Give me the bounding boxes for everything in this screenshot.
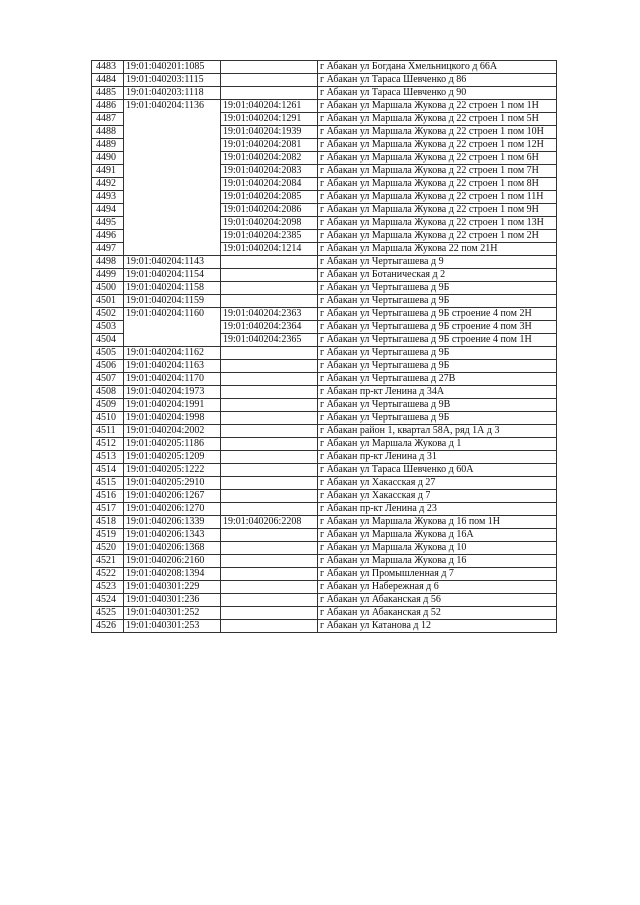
address-cell: г Абакан ул Чертыгашева д 9Б bbox=[318, 347, 557, 360]
sub-object-cadastral-cell bbox=[221, 269, 318, 282]
address-cell: г Абакан ул Маршала Жукова д 16А bbox=[318, 529, 557, 542]
address-cell: г Абакан ул Набережная д 6 bbox=[318, 581, 557, 594]
address-cell: г Абакан ул Чертыгашева д 9Б строение 4 пом 1Н bbox=[318, 334, 557, 347]
cadastral-number-cell: 19:01:040204:1991 bbox=[124, 399, 221, 412]
row-number-cell: 4483 bbox=[92, 61, 124, 74]
sub-object-cadastral-cell bbox=[221, 490, 318, 503]
table-row bbox=[92, 74, 557, 87]
cadastral-number-cell: 19:01:040205:2910 bbox=[124, 477, 221, 490]
address-cell: г Абакан пр-кт Ленина д 23 bbox=[318, 503, 557, 516]
row-number-cell: 4521 bbox=[92, 555, 124, 568]
sub-object-cadastral-cell bbox=[221, 256, 318, 269]
cadastral-number-cell: 19:01:040203:1118 bbox=[124, 87, 221, 100]
address-cell: г Абакан ул Абаканская д 56 bbox=[318, 594, 557, 607]
sub-object-cadastral-cell bbox=[221, 607, 318, 620]
row-number-cell: 4498 bbox=[92, 256, 124, 269]
table-row bbox=[92, 581, 557, 594]
table-row bbox=[92, 451, 557, 464]
table-row bbox=[92, 555, 557, 568]
table-row bbox=[92, 308, 557, 321]
address-cell: г Абакан ул Тараса Шевченко д 60А bbox=[318, 464, 557, 477]
address-cell: г Абакан ул Чертыгашева д 9Б строение 4 пом 3Н bbox=[318, 321, 557, 334]
row-number-cell: 4510 bbox=[92, 412, 124, 425]
sub-object-cadastral-cell bbox=[221, 503, 318, 516]
sub-object-cadastral-cell bbox=[221, 594, 318, 607]
row-number-cell: 4522 bbox=[92, 568, 124, 581]
address-cell: г Абакан ул Маршала Жукова д 10 bbox=[318, 542, 557, 555]
table-row bbox=[92, 477, 557, 490]
cadastral-number-cell: 19:01:040204:1158 bbox=[124, 282, 221, 295]
address-cell: г Абакан ул Маршала Жукова 22 пом 21Н bbox=[318, 243, 557, 256]
address-cell: г Абакан ул Чертыгашева д 9Б bbox=[318, 282, 557, 295]
row-number-cell: 4495 bbox=[92, 217, 124, 230]
sub-object-cadastral-cell: 19:01:040206:2208 bbox=[221, 516, 318, 529]
row-number-cell: 4523 bbox=[92, 581, 124, 594]
row-number-cell: 4518 bbox=[92, 516, 124, 529]
sub-object-cadastral-cell: 19:01:040204:2081 bbox=[221, 139, 318, 152]
table-row bbox=[92, 503, 557, 516]
table-row bbox=[92, 412, 557, 425]
row-number-cell: 4494 bbox=[92, 204, 124, 217]
sub-object-cadastral-cell bbox=[221, 360, 318, 373]
address-cell: г Абакан ул Маршала Жукова д 22 строен 1 пом 1Н bbox=[318, 100, 557, 113]
sub-object-cadastral-cell bbox=[221, 61, 318, 74]
row-number-cell: 4526 bbox=[92, 620, 124, 633]
address-cell: г Абакан ул Тараса Шевченко д 86 bbox=[318, 74, 557, 87]
sub-object-cadastral-cell bbox=[221, 295, 318, 308]
row-number-cell: 4515 bbox=[92, 477, 124, 490]
sub-object-cadastral-cell bbox=[221, 620, 318, 633]
row-number-cell: 4499 bbox=[92, 269, 124, 282]
address-cell: г Абакан ул Маршала Жукова д 22 строен 1 пом 11Н bbox=[318, 191, 557, 204]
table-row bbox=[92, 516, 557, 529]
row-number-cell: 4485 bbox=[92, 87, 124, 100]
address-cell: г Абакан ул Хакасская д 27 bbox=[318, 477, 557, 490]
sub-object-cadastral-cell bbox=[221, 451, 318, 464]
row-number-cell: 4486 bbox=[92, 100, 124, 113]
sub-object-cadastral-cell bbox=[221, 386, 318, 399]
address-cell: г Абакан ул Маршала Жукова д 22 строен 1 пом 2Н bbox=[318, 230, 557, 243]
cadastral-number-cell: 19:01:040301:236 bbox=[124, 594, 221, 607]
table-row bbox=[92, 61, 557, 74]
registry-table bbox=[91, 60, 557, 633]
cadastral-number-cell: 19:01:040206:1343 bbox=[124, 529, 221, 542]
row-number-cell: 4508 bbox=[92, 386, 124, 399]
table-row bbox=[92, 529, 557, 542]
row-number-cell: 4489 bbox=[92, 139, 124, 152]
sub-object-cadastral-cell: 19:01:040204:2083 bbox=[221, 165, 318, 178]
row-number-cell: 4491 bbox=[92, 165, 124, 178]
sub-object-cadastral-cell: 19:01:040204:2098 bbox=[221, 217, 318, 230]
table-row bbox=[92, 438, 557, 451]
sub-object-cadastral-cell: 19:01:040204:2084 bbox=[221, 178, 318, 191]
cadastral-number-cell: 19:01:040204:1143 bbox=[124, 256, 221, 269]
row-number-cell: 4503 bbox=[92, 321, 124, 334]
registry-table-body bbox=[92, 61, 557, 633]
row-number-cell: 4484 bbox=[92, 74, 124, 87]
row-number-cell: 4497 bbox=[92, 243, 124, 256]
row-number-cell: 4505 bbox=[92, 347, 124, 360]
table-row bbox=[92, 568, 557, 581]
row-number-cell: 4517 bbox=[92, 503, 124, 516]
cadastral-number-cell: 19:01:040301:252 bbox=[124, 607, 221, 620]
row-number-cell: 4490 bbox=[92, 152, 124, 165]
sub-object-cadastral-cell bbox=[221, 542, 318, 555]
cadastral-number-cell: 19:01:040206:1270 bbox=[124, 503, 221, 516]
sub-object-cadastral-cell: 19:01:040204:1291 bbox=[221, 113, 318, 126]
cadastral-number-cell: 19:01:040205:1186 bbox=[124, 438, 221, 451]
row-number-cell: 4487 bbox=[92, 113, 124, 126]
sub-object-cadastral-cell bbox=[221, 529, 318, 542]
sub-object-cadastral-cell: 19:01:040204:1939 bbox=[221, 126, 318, 139]
address-cell: г Абакан ул Маршала Жукова д 22 строен 1 пом 6Н bbox=[318, 152, 557, 165]
sub-object-cadastral-cell: 19:01:040204:2085 bbox=[221, 191, 318, 204]
address-cell: г Абакан ул Чертыгашева д 9 bbox=[318, 256, 557, 269]
cadastral-number-cell: 19:01:040204:1159 bbox=[124, 295, 221, 308]
sub-object-cadastral-cell: 19:01:040204:1261 bbox=[221, 100, 318, 113]
address-cell: г Абакан ул Абаканская д 52 bbox=[318, 607, 557, 620]
address-cell: г Абакан ул Маршала Жукова д 22 строен 1 пом 12Н bbox=[318, 139, 557, 152]
row-number-cell: 4504 bbox=[92, 334, 124, 347]
address-cell: г Абакан ул Чертыгашева д 9Б bbox=[318, 295, 557, 308]
table-row bbox=[92, 490, 557, 503]
address-cell: г Абакан ул Промышленная д 7 bbox=[318, 568, 557, 581]
row-number-cell: 4519 bbox=[92, 529, 124, 542]
table-row bbox=[92, 542, 557, 555]
cadastral-number-cell: 19:01:040204:1136 bbox=[124, 100, 221, 256]
table-row bbox=[92, 399, 557, 412]
cadastral-number-cell: 19:01:040204:1160 bbox=[124, 308, 221, 347]
sub-object-cadastral-cell bbox=[221, 555, 318, 568]
sub-object-cadastral-cell bbox=[221, 581, 318, 594]
address-cell: г Абакан ул Чертыгашева д 9В bbox=[318, 399, 557, 412]
table-row bbox=[92, 347, 557, 360]
row-number-cell: 4506 bbox=[92, 360, 124, 373]
address-cell: г Абакан ул Катанова д 12 bbox=[318, 620, 557, 633]
row-number-cell: 4507 bbox=[92, 373, 124, 386]
sub-object-cadastral-cell bbox=[221, 477, 318, 490]
address-cell: г Абакан ул Маршала Жукова д 22 строен 1 пом 13Н bbox=[318, 217, 557, 230]
address-cell: г Абакан ул Маршала Жукова д 22 строен 1 пом 5Н bbox=[318, 113, 557, 126]
cadastral-number-cell: 19:01:040208:1394 bbox=[124, 568, 221, 581]
sub-object-cadastral-cell bbox=[221, 373, 318, 386]
row-number-cell: 4525 bbox=[92, 607, 124, 620]
sub-object-cadastral-cell: 19:01:040204:2086 bbox=[221, 204, 318, 217]
cadastral-number-cell: 19:01:040206:1339 bbox=[124, 516, 221, 529]
address-cell: г Абакан ул Маршала Жукова д 22 строен 1 пом 8Н bbox=[318, 178, 557, 191]
cadastral-number-cell: 19:01:040201:1085 bbox=[124, 61, 221, 74]
sub-object-cadastral-cell: 19:01:040204:1214 bbox=[221, 243, 318, 256]
table-row bbox=[92, 386, 557, 399]
cadastral-number-cell: 19:01:040206:1267 bbox=[124, 490, 221, 503]
table-row bbox=[92, 360, 557, 373]
sub-object-cadastral-cell: 19:01:040204:2365 bbox=[221, 334, 318, 347]
sub-object-cadastral-cell bbox=[221, 438, 318, 451]
row-number-cell: 4524 bbox=[92, 594, 124, 607]
table-row bbox=[92, 607, 557, 620]
row-number-cell: 4492 bbox=[92, 178, 124, 191]
row-number-cell: 4512 bbox=[92, 438, 124, 451]
sub-object-cadastral-cell bbox=[221, 568, 318, 581]
address-cell: г Абакан ул Богдана Хмельницкого д 66А bbox=[318, 61, 557, 74]
address-cell: г Абакан ул Маршала Жукова д 22 строен 1 пом 9Н bbox=[318, 204, 557, 217]
sub-object-cadastral-cell bbox=[221, 425, 318, 438]
table-row bbox=[92, 373, 557, 386]
sub-object-cadastral-cell bbox=[221, 347, 318, 360]
address-cell: г Абакан ул Чертыгашева д 9Б строение 4 пом 2Н bbox=[318, 308, 557, 321]
row-number-cell: 4502 bbox=[92, 308, 124, 321]
table-row bbox=[92, 620, 557, 633]
sub-object-cadastral-cell bbox=[221, 74, 318, 87]
address-cell: г Абакан ул Чертыгашева д 9Б bbox=[318, 360, 557, 373]
address-cell: г Абакан ул Маршала Жукова д 22 строен 1 пом 7Н bbox=[318, 165, 557, 178]
sub-object-cadastral-cell: 19:01:040204:2363 bbox=[221, 308, 318, 321]
table-row bbox=[92, 295, 557, 308]
address-cell: г Абакан ул Маршала Жукова д 16 bbox=[318, 555, 557, 568]
row-number-cell: 4509 bbox=[92, 399, 124, 412]
cadastral-number-cell: 19:01:040205:1222 bbox=[124, 464, 221, 477]
row-number-cell: 4514 bbox=[92, 464, 124, 477]
address-cell: г Абакан ул Маршала Жукова д 1 bbox=[318, 438, 557, 451]
cadastral-number-cell: 19:01:040206:1368 bbox=[124, 542, 221, 555]
table-row bbox=[92, 282, 557, 295]
address-cell: г Абакан ул Тараса Шевченко д 90 bbox=[318, 87, 557, 100]
sub-object-cadastral-cell bbox=[221, 412, 318, 425]
table-row bbox=[92, 87, 557, 100]
cadastral-number-cell: 19:01:040205:1209 bbox=[124, 451, 221, 464]
cadastral-number-cell: 19:01:040204:1973 bbox=[124, 386, 221, 399]
address-cell: г Абакан ул Чертыгашева д 27В bbox=[318, 373, 557, 386]
row-number-cell: 4496 bbox=[92, 230, 124, 243]
row-number-cell: 4488 bbox=[92, 126, 124, 139]
row-number-cell: 4520 bbox=[92, 542, 124, 555]
row-number-cell: 4516 bbox=[92, 490, 124, 503]
row-number-cell: 4513 bbox=[92, 451, 124, 464]
cadastral-number-cell: 19:01:040204:1162 bbox=[124, 347, 221, 360]
table-row bbox=[92, 425, 557, 438]
table-row bbox=[92, 594, 557, 607]
sub-object-cadastral-cell bbox=[221, 282, 318, 295]
address-cell: г Абакан пр-кт Ленина д 31 bbox=[318, 451, 557, 464]
cadastral-number-cell: 19:01:040204:1170 bbox=[124, 373, 221, 386]
address-cell: г Абакан ул Хакасская д 7 bbox=[318, 490, 557, 503]
sub-object-cadastral-cell bbox=[221, 87, 318, 100]
cadastral-number-cell: 19:01:040204:2002 bbox=[124, 425, 221, 438]
sub-object-cadastral-cell: 19:01:040204:2385 bbox=[221, 230, 318, 243]
address-cell: г Абакан ул Ботаническая д 2 bbox=[318, 269, 557, 282]
sub-object-cadastral-cell: 19:01:040204:2364 bbox=[221, 321, 318, 334]
address-cell: г Абакан пр-кт Ленина д 34А bbox=[318, 386, 557, 399]
cadastral-number-cell: 19:01:040206:2160 bbox=[124, 555, 221, 568]
cadastral-number-cell: 19:01:040203:1115 bbox=[124, 74, 221, 87]
cadastral-number-cell: 19:01:040204:1998 bbox=[124, 412, 221, 425]
table-row bbox=[92, 269, 557, 282]
cadastral-number-cell: 19:01:040204:1154 bbox=[124, 269, 221, 282]
address-cell: г Абакан ул Маршала Жукова д 16 пом 1Н bbox=[318, 516, 557, 529]
address-cell: г Абакан ул Маршала Жукова д 22 строен 1 пом 10Н bbox=[318, 126, 557, 139]
address-cell: г Абакан ул Чертыгашева д 9Б bbox=[318, 412, 557, 425]
sub-object-cadastral-cell: 19:01:040204:2082 bbox=[221, 152, 318, 165]
sub-object-cadastral-cell bbox=[221, 464, 318, 477]
table-row bbox=[92, 464, 557, 477]
table-row bbox=[92, 256, 557, 269]
row-number-cell: 4500 bbox=[92, 282, 124, 295]
sub-object-cadastral-cell bbox=[221, 399, 318, 412]
cadastral-number-cell: 19:01:040301:229 bbox=[124, 581, 221, 594]
row-number-cell: 4493 bbox=[92, 191, 124, 204]
cadastral-number-cell: 19:01:040301:253 bbox=[124, 620, 221, 633]
cadastral-number-cell: 19:01:040204:1163 bbox=[124, 360, 221, 373]
table-row bbox=[92, 100, 557, 113]
row-number-cell: 4511 bbox=[92, 425, 124, 438]
address-cell: г Абакан район 1, квартал 58А, ряд 1А д 3 bbox=[318, 425, 557, 438]
row-number-cell: 4501 bbox=[92, 295, 124, 308]
